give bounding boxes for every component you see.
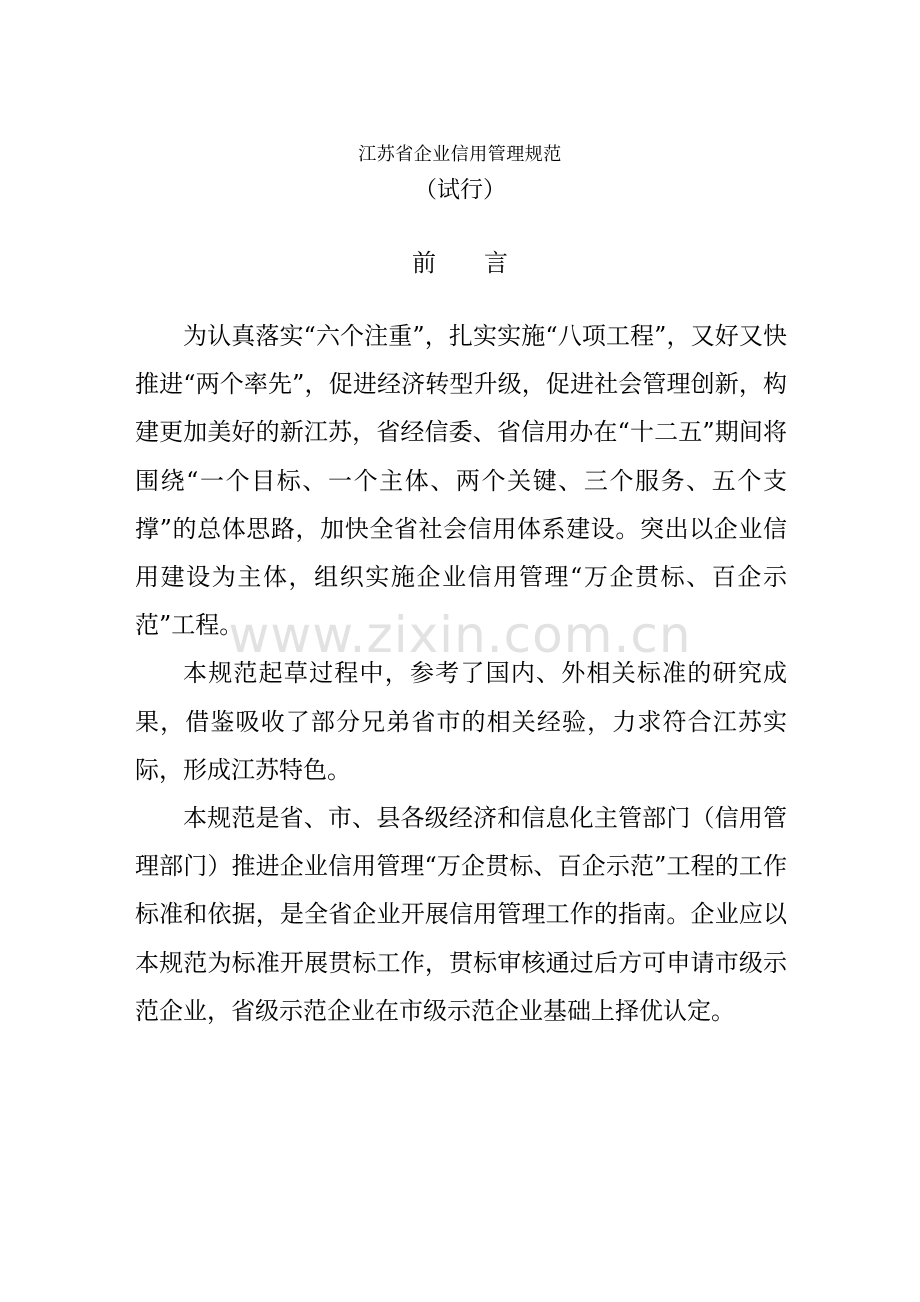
watermark: www.zixin.com.cn	[228, 606, 692, 664]
document-subtitle: （试行）	[414, 177, 506, 203]
document-title: 江苏省企业信用管理规范	[358, 144, 562, 165]
document-body	[135, 312, 787, 1035]
paragraph-2: 本规范起草过程中，参考了国内、外相关标准的研究成果，借鉴吸收了部分兄弟省市的相关经验，力求符合江苏实际，形成江苏特色。	[135, 659, 787, 784]
section-heading: 前言	[412, 249, 556, 277]
paragraph-1: 为认真落实“六个注重”，扎实实施“八项工程”，又好又快推进“两个率先”，促进经济转型升级，促进社会管理创新，构建更加美好的新江苏，省经信委、省信用办在“十二五”期间将围绕“一个目标、一个主体、两个关键、三个服务、五个支撑”的总体思路，加快全省社会信用体系建设。突出以企业信用建设为主体，组织实施企业信用管理“万企贯标、百企示范”工程。	[135, 322, 787, 640]
paragraph-3: 本规范是省、市、县各级经济和信息化主管部门（信用管理部门）推进企业信用管理“万企贯标、百企示范”工程的工作标准和依据，是全省企业开展信用管理工作的指南。企业应以本规范为标准开展贯标工作，贯标审核通过后方可申请市级示范企业，省级示范企业在市级示范企业基础上择优认定。	[135, 804, 787, 1025]
